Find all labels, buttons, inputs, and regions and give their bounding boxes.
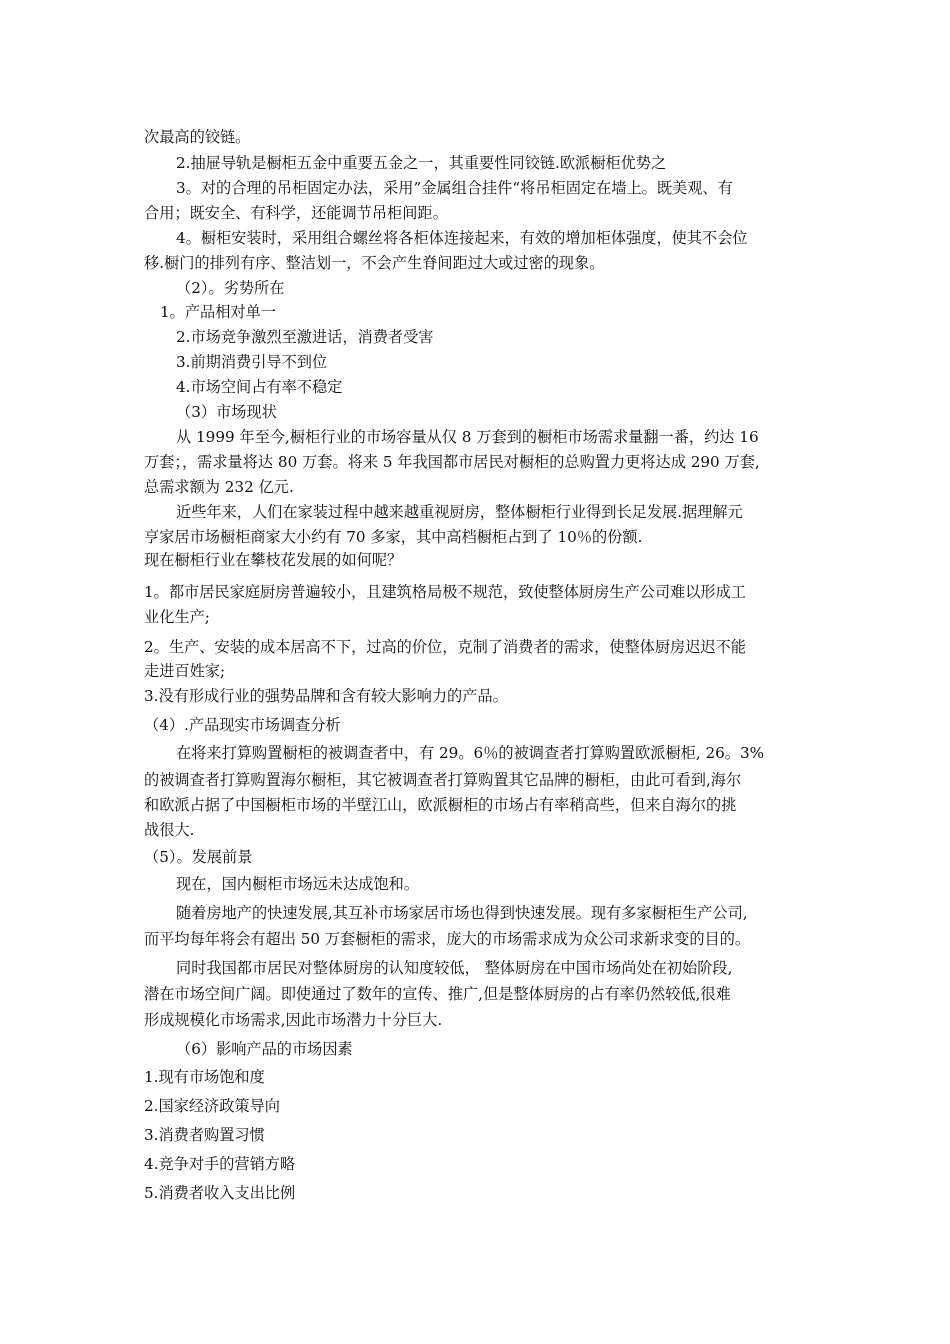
text-line: 从 1999 年至今,橱柜行业的市场容量从仅 8 万套到的橱柜市场需求量翻一番，约达 16 — [176, 428, 759, 446]
list-item: 2.市场竞争激烈至激进话，消费者受害 — [176, 328, 434, 346]
text-line: 4。橱柜安装时，采用组合螺丝将各柜体连接起来，有效的增加柜体强度，使其不会位 — [176, 229, 748, 247]
text-line: 2.抽屉导轨是橱柜五金中重要五金之一，其重要性同铰链.欧派橱柜优势之 — [176, 154, 667, 172]
list-item-continuation: 走进百姓家; — [144, 662, 226, 680]
text-line: 3。对的合理的吊柜固定办法，采用”金属组合挂件“将吊柜固定在墙上。既美观、有 — [176, 179, 733, 197]
text-line: 潜在市场空间广阔。即使通过了数年的宣传、推广,但是整体厨房的占有率仍然较低,很难 — [144, 985, 731, 1003]
text-line: 合用；既安全、有科学，还能调节吊柜间距。 — [144, 204, 448, 222]
text-line: 和欧派占据了中国橱柜市场的半壁江山，欧派橱柜的市场占有率稍高些，但来自海尔的挑 — [144, 796, 737, 814]
text-line: 形成规模化市场需求,因此市场潜力十分巨大. — [144, 1011, 443, 1029]
list-item: 3.消费者购置习惯 — [144, 1126, 265, 1144]
text-line: 移.橱门的排列有序、整洁划一，不会产生脊间距过大或过密的现象。 — [144, 254, 605, 272]
text-line: 总需求额为 232 亿元. — [144, 478, 294, 496]
list-item: 3.前期消费引导不到位 — [176, 353, 328, 371]
list-item: 3.没有形成行业的强势品牌和含有较大影响力的产品。 — [144, 687, 508, 705]
text-line: 亨家居市场橱柜商家大小约有 70 多家，其中高档橱柜占到了 10％的份额. — [144, 528, 643, 546]
text-line: 在将来打算购置橱柜的被调查者中，有 29。6％的被调查者打算购置欧派橱柜, 26。3% — [176, 744, 765, 762]
text-line: 次最高的铰链。 — [144, 128, 251, 146]
text-line: 现在，国内橱柜市场远未达成饱和。 — [176, 875, 419, 893]
list-item: 1。产品相对单一 — [160, 303, 276, 321]
text-line: 现在橱柜行业在攀枝花发展的如何呢？ — [144, 551, 403, 569]
list-item: 1。都市居民家庭厨房普遍较小，且建筑格局极不规范，致使整体厨房生产公司难以形成工 — [144, 583, 746, 601]
section-heading: （3）市场现状 — [176, 403, 277, 421]
list-item: 2.国家经济政策导向 — [144, 1097, 280, 1115]
list-item: 4.竞争对手的营销方略 — [144, 1155, 296, 1173]
list-item: 4.市场空间占有率不稳定 — [176, 378, 343, 396]
text-line: 而平均每年将会有超出 50 万套橱柜的需求，庞大的市场需求成为众公司求新求变的目的。 — [144, 930, 751, 948]
text-line: 的被调查者打算购置海尔橱柜，其它被调查者打算购置其它品牌的橱柜，由此可看到,海尔 — [144, 771, 742, 789]
section-heading: （4）.产品现实市场调查分析 — [144, 716, 341, 734]
list-item: 2。生产、安装的成本居高不下，过高的价位，克制了消费者的需求，使整体厨房迟迟不能 — [144, 638, 746, 656]
text-line: 战很大. — [144, 821, 195, 839]
section-heading: （2）。劣势所在 — [176, 279, 285, 297]
list-item-continuation: 业化生产; — [144, 608, 210, 626]
list-item: 1.现有市场饱和度 — [144, 1068, 265, 1086]
text-line: 近些年来，人们在家装过程中越来越重视厨房，整体橱柜行业得到长足发展.据理解元 — [176, 503, 743, 521]
section-heading: （5）。发展前景 — [144, 848, 253, 866]
list-item: 5.消费者收入支出比例 — [144, 1184, 296, 1202]
text-line: 同时我国都市居民对整体厨房的认知度较低， 整体厨房在中国市场尚处在初始阶段, — [176, 959, 733, 977]
text-line: 随着房地产的快速发展,其互补市场家居市场也得到快速发展。现有多家橱柜生产公司, — [176, 904, 748, 922]
section-heading: （6）影响产品的市场因素 — [176, 1040, 353, 1058]
text-line: 万套；，需求量将达 80 万套。将来 5 年我国都市居民对橱柜的总购置力更将达成 290 万套, — [144, 453, 760, 471]
